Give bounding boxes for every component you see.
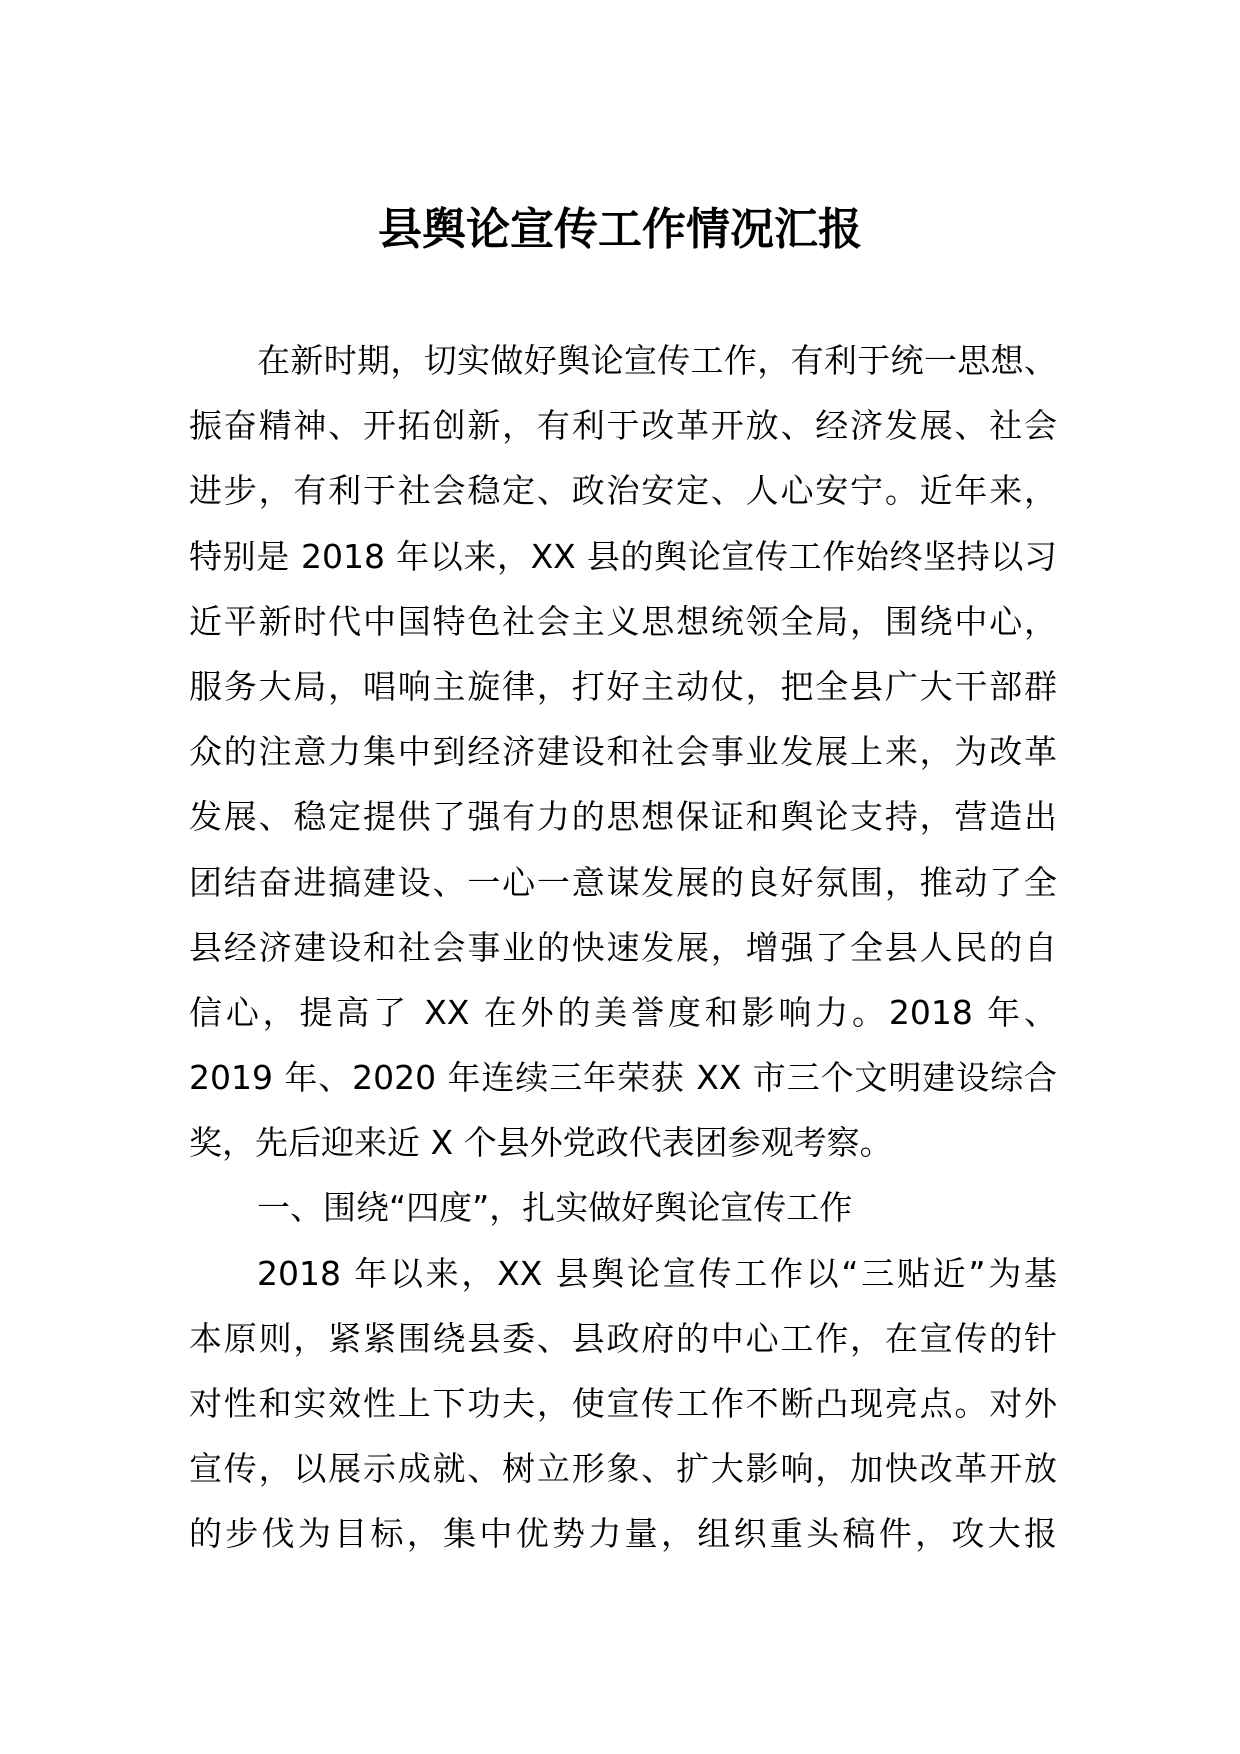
document-body: [189, 328, 1057, 1567]
paragraph-line: 宣传，以展示成就、树立形象、扩大影响，加快改革开放: [189, 1449, 1057, 1489]
paragraph-line: 进步，有利于社会稳定、政治安定、人心安宁。近年来，: [189, 471, 1057, 511]
paragraph-line: 本原则，紧紧围绕县委、县政府的中心工作，在宣传的针: [189, 1318, 1057, 1358]
section-heading: 一、围绕“四度”，扎实做好舆论宣传工作: [257, 1188, 853, 1228]
paragraph-line: 在新时期，切实做好舆论宣传工作，有利于统一思想、: [257, 341, 1057, 380]
paragraph-line: 对性和实效性上下功夫，使宣传工作不断凸现亮点。对外: [189, 1384, 1057, 1423]
paragraph-line: 众的注意力集中到经济建设和社会事业发展上来，为改革: [189, 732, 1057, 772]
paragraph-line: 振奋精神、开拓创新，有利于改革开放、经济发展、社会: [189, 406, 1057, 446]
paragraph-line: 县经济建设和社会事业的快速发展，增强了全县人民的自: [189, 927, 1057, 967]
paragraph-line: 2018 年以来，XX 县舆论宣传工作以“三贴近”为基: [257, 1253, 1057, 1293]
paragraph-line: 发展、稳定提供了强有力的思想保证和舆论支持，营造出: [189, 797, 1057, 837]
paragraph-line: 的步伐为目标，集中优势力量，组织重头稿件，攻大报: [189, 1514, 1057, 1554]
paragraph-line: 信心，提高了 XX 在外的美誉度和影响力。2018 年、: [189, 992, 1057, 1032]
document-title: 县舆论宣传工作情况汇报: [378, 204, 862, 255]
paragraph-line: 2019 年、2020 年连续三年荣获 XX 市三个文明建设综合: [189, 1058, 1057, 1098]
paragraph-line: 服务大局，唱响主旋律，打好主动仗，把全县广大干部群: [189, 666, 1057, 706]
paragraph-line: 近平新时代中国特色社会主义思想统领全局，围绕中心，: [189, 601, 1057, 641]
paragraph-line: 奖，先后迎来近 X 个县外党政代表团参观考察。: [189, 1123, 893, 1163]
paragraph-line: 团结奋进搞建设、一心一意谋发展的良好氛围，推动了全: [189, 862, 1057, 902]
paragraph-line: 特别是 2018 年以来，XX 县的舆论宣传工作始终坚持以习: [189, 536, 1057, 576]
